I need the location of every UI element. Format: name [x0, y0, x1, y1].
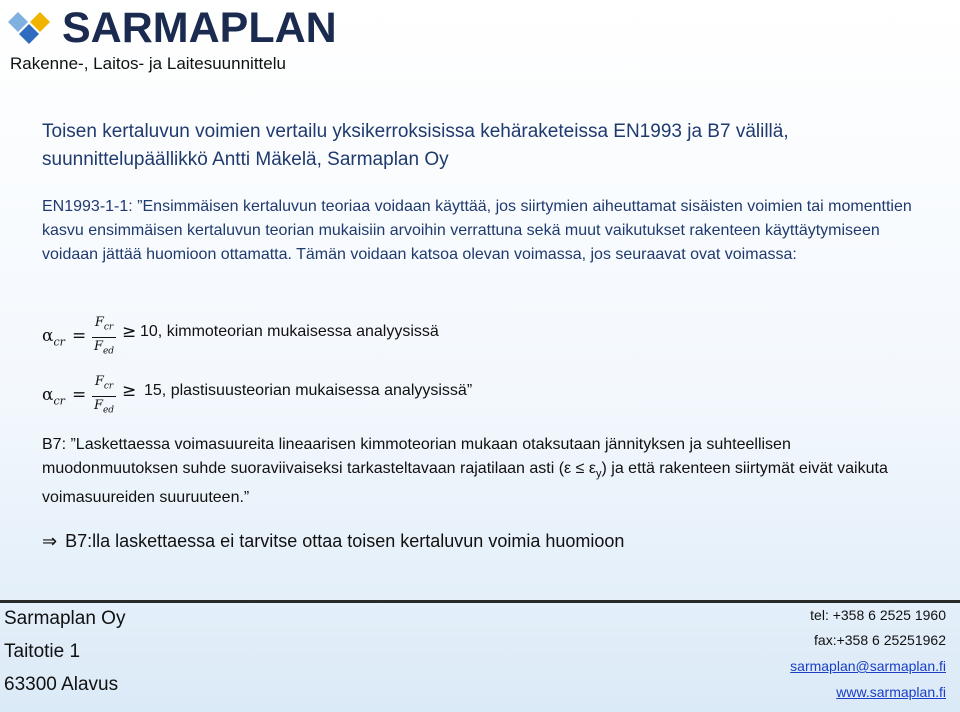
- fraction-fcr-fed: $F_{cr}$ $F_{ed}$: [93, 374, 115, 416]
- equals-sign: =: [72, 326, 87, 346]
- footer-divider: [0, 600, 960, 603]
- formula-description: 15, plastisuusteorian mukaisessa analyysissä”: [144, 382, 473, 399]
- alpha-cr-symbol: $\alpha_{cr}$: [42, 385, 65, 408]
- footer-fax: fax:+358 6 25251962: [814, 632, 946, 648]
- footer-phone: tel: +358 6 2525 1960: [810, 607, 946, 623]
- slide-title: Toisen kertaluvun voimien vertailu yksikerroksisissa kehäraketeissa EN1993 ja B7 välillä, suunnittelupäällikkö Antti Mäkelä, Sarmaplan Oy: [42, 121, 789, 170]
- conclusion-text: B7:lla laskettaessa ei tarvitse ottaa toisen kertaluvun voimia huomioon: [65, 531, 625, 551]
- implies-arrow-icon: ⇒: [42, 531, 58, 552]
- brand-name: SARMAPLAN: [62, 4, 337, 52]
- sarmaplan-logo-icon: [6, 8, 56, 48]
- formula-elastic: [42, 314, 742, 358]
- b7-quote: B7: ”Laskettaessa voimasuureita lineaarisen kimmoteorian mukaan otaksutaan jännityksen ja suhteellisen muodonmuutoksen suhde suoraviivaiseksi tarkasteltavaan rajatilaan asti $(\varepsilon \le \varepsilon_y)$ ja että rakenteen siirtymät eivät vaikuta voimasuureiden suuruuteen.”: [42, 436, 888, 507]
- footer-city: 63300 Alavus: [4, 674, 119, 695]
- formula-plastic: [42, 373, 742, 417]
- footer-street: Taitotie 1: [4, 641, 81, 662]
- footer-email-link[interactable]: sarmaplan@sarmaplan.fi: [790, 658, 946, 674]
- en1993-quote: EN1993-1-1: ”Ensimmäisen kertaluvun teoriaa voidaan käyttää, jos siirtymien aiheuttamat sisäisten voimien tai momenttien kasvu ensimmäisen kertaluvun teorian mukaisiin arvoihin verrattuna sekä muut vaikutukset rakenteen käyttäytymiseen voidaan jättää huomioon ottamatta. Tämän voidaan katsoa olevan voimassa, jos seuraavat ovat voimassa:: [42, 198, 912, 263]
- tagline: Rakenne-, Laitos- ja Laitesuunnittelu: [10, 54, 286, 73]
- alpha-cr-symbol: $\alpha_{cr}$: [42, 326, 65, 349]
- conclusion: [42, 531, 624, 552]
- footer-company: Sarmaplan Oy: [4, 608, 126, 629]
- geq-sign: ≥: [122, 322, 137, 342]
- geq-sign: ≥: [122, 381, 137, 401]
- formula-description: 10, kimmoteorian mukaisessa analyysissä: [140, 323, 439, 340]
- equals-sign: =: [72, 385, 87, 405]
- footer-website-link[interactable]: www.sarmaplan.fi: [836, 684, 946, 700]
- fraction-fcr-fed: $F_{cr}$ $F_{ed}$: [93, 315, 115, 357]
